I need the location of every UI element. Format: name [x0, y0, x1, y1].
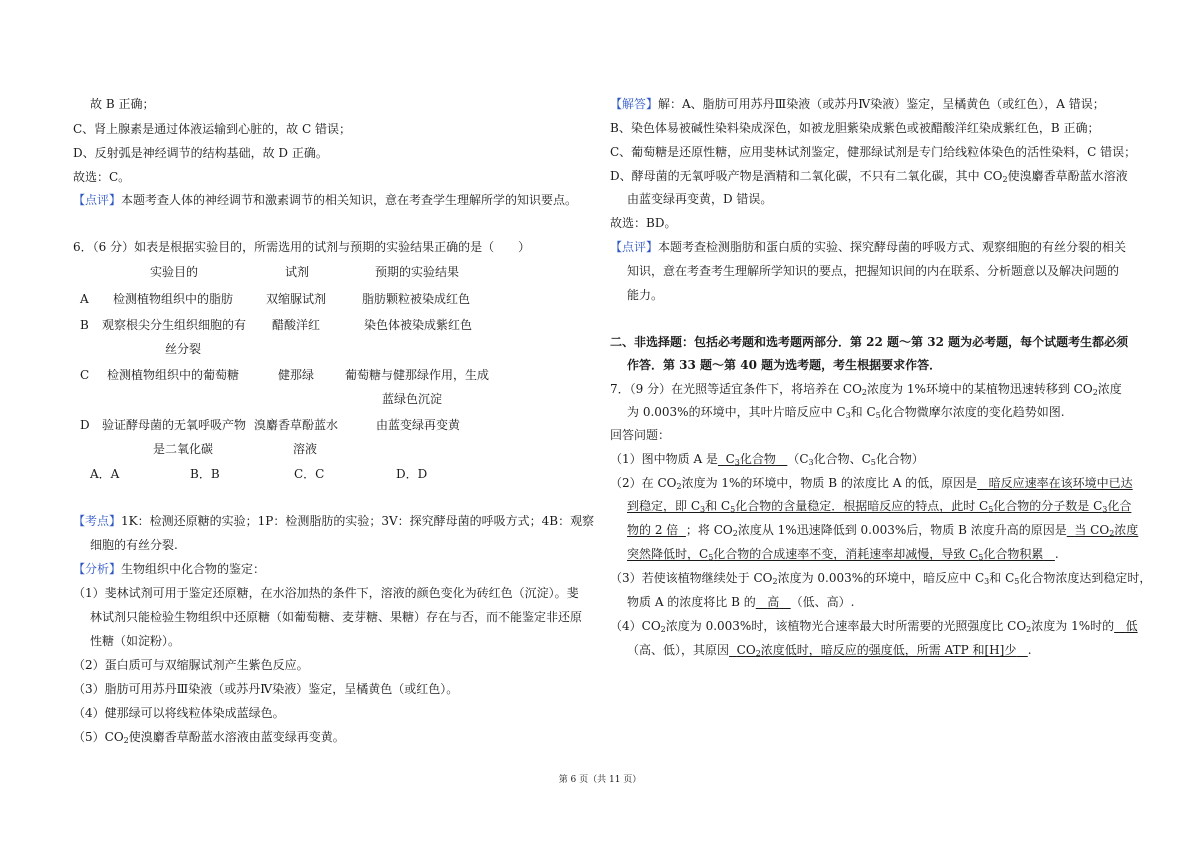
- text-line: 由蓝变绿再变黄，D 错误。: [627, 192, 773, 206]
- sub-question-2-cont: [627, 497, 1131, 515]
- analysis-text: 生物组织中化合物的鉴定：: [121, 562, 266, 576]
- row-letter: B: [80, 318, 89, 332]
- table-cell: 检测植物组织中的脂肪: [113, 292, 234, 306]
- text-line: 能力。: [627, 288, 664, 302]
- text-line: 知识，意在考查考生理解所学知识的要点，把握知识间的内在联系、分析题意以及解决问题的: [627, 264, 1120, 278]
- text-line: C、肾上腺素是通过体液运输到心脏的，故 C 错误；: [73, 122, 351, 136]
- table-header: 预期的实验结果: [375, 265, 460, 279]
- option-c: C．C: [294, 467, 325, 481]
- text-line: D、反射弧是神经调节的结构基础，故 D 正确。: [73, 146, 328, 160]
- table-cell: 验证酵母菌的无氧呼吸产物: [102, 418, 247, 432]
- text-line: D、酵母菌的无氧呼吸产物是酒精和二氧化碳，不只有二氧化碳，其中 $CO_2$使溴麝香草酚蓝水溶液: [610, 169, 1128, 184]
- sub-question-4-cont: （高、低），其原因 $CO_2$浓度低时，暗反应的强度低，所需 ATP 和[H]少 .: [627, 643, 1032, 658]
- answer-blank: 突然降低时，$C_5$化合物的合成速率不变，消耗速率却减慢，导致 $C_5$化合物积累: [627, 547, 1044, 562]
- sub-question-2: （2）在 $CO_2$浓度为 1%的环境中，物质 B 的浓度比 A 的低，原因是 暗反应速率在该环境中已达: [610, 476, 1133, 491]
- row-letter: C: [80, 368, 90, 382]
- row-letter: A: [80, 292, 89, 306]
- question-7-stem: 为 0.003%的环境中，其叶片暗反应中 $C_3$和 $C_5$化合物微摩尔浓度的变化趋势如图.: [627, 405, 1065, 420]
- sub-question-3: （3）若使该植物继续处于 $CO_2$浓度为 0.003%的环境中，暗反应中 $C_3$和 $C_5$化合物浓度达到稳定时，: [610, 571, 1152, 586]
- option-b: B．B: [190, 467, 220, 481]
- table-cell: 溴麝香草酚蓝水: [254, 418, 339, 432]
- option-a: A．A: [90, 467, 120, 481]
- comment-line: [610, 238, 1126, 256]
- answer-blank: 物的 2 倍: [627, 523, 679, 537]
- text-line: 回答问题：: [610, 428, 671, 442]
- text-line: （1）斐林试剂可用于鉴定还原糖，在水浴加热的条件下，溶液的颜色变化为砖红色（沉淀）。斐: [73, 586, 579, 600]
- answer-blank: $C_3$化合物: [725, 452, 776, 467]
- text-line: （4）健那绿可以将线粒体染成蓝绿色。: [73, 706, 285, 720]
- table-cell: 溶液: [293, 442, 318, 456]
- comment-text: 本题考查人体的神经调节和激素调节的相关知识，意在考查学生理解所学的知识要点。: [121, 193, 578, 207]
- text-line: 细胞的有丝分裂.: [90, 538, 178, 552]
- text-line: 故选：C。: [73, 170, 131, 184]
- answer-blank: 当 $CO_2$浓度: [1074, 523, 1139, 538]
- table-cell: 健那绿: [278, 368, 315, 382]
- text-line: $(5)CO_2$使溴麝香草酚蓝水溶液由蓝变绿再变黄。: [73, 730, 345, 745]
- comment-tag: 【点评】: [610, 240, 659, 254]
- answer-blank: 低: [1125, 619, 1138, 633]
- comment-text: 本题考查检测脂肪和蛋白质的实验、探究酵母菌的呼吸方式、观察细胞的有丝分裂的相关: [658, 240, 1127, 254]
- sub-question-3-cont: 物质 A 的浓度将比 B 的 高 （低、高）.: [627, 595, 855, 609]
- table-header: 实验目的: [150, 265, 199, 279]
- kaodian-text: 1K：检测还原糖的实验；1P：检测脂肪的实验；3V：探究酵母菌的呼吸方式；4B：观察: [121, 514, 595, 528]
- answer-blank: 暗反应速率在该环境中已达: [988, 476, 1133, 490]
- table-cell: 醋酸洋红: [272, 318, 321, 332]
- table-cell: 由蓝变绿再变黄: [376, 418, 461, 432]
- table-cell: 染色体被染成紫红色: [364, 318, 473, 332]
- text-line: （2）蛋白质可与双缩脲试剂产生紫色反应。: [73, 658, 309, 672]
- text-line: C、葡萄糖是还原性糖，应用斐林试剂鉴定，健那绿试剂是专门给线粒体染色的活性染料，C 错误；: [610, 145, 1137, 159]
- question-7-stem: 7．（9 分）在光照等适宜条件下，将培养在 $CO_2$浓度为 1%环境中的某植物迅速转移到 $CO_2$浓度: [610, 382, 1122, 397]
- sub-question-2-cont: 突然降低时，$C_5$化合物的合成速率不变，消耗速率却减慢，导致 $C_5$化合物积累 .: [627, 547, 1059, 562]
- answer-blank: 到稳定，即 $C_3$和 $C_5$化合物的含量稳定．根据暗反应的特点，此时 $C_5$化合物的分子数是 $C_3$化合: [627, 499, 1132, 514]
- answer-tag: 【解答】: [610, 97, 659, 111]
- answer-blank: 高: [767, 595, 780, 609]
- text-line: 林试剂只能检验生物组织中还原糖（如葡萄糖、麦芽糖、果糖）存在与否，而不能鉴定非还原: [90, 610, 583, 624]
- sub-question-4: $(4)CO_2$浓度为 0.003%时，该植物光合速率最大时所需要的光照强度比 $CO_2$浓度为 1%时的 低: [610, 619, 1138, 634]
- comment-line: [73, 191, 577, 209]
- option-d: D．D: [396, 467, 428, 481]
- kaodian-line: [73, 512, 594, 530]
- question-6-stem: 6．（6 分）如表是根据实验目的，所需选用的试剂与预期的实验结果正确的是（ ）: [73, 240, 531, 254]
- text-line: 故 B 正确；: [90, 97, 155, 111]
- analysis-line: [73, 560, 265, 578]
- section-heading: 二、非选择题：包括必考题和选考题两部分．第 22 题～第 32 题为必考题，每个试题考生都必须: [610, 335, 1129, 349]
- answer-text: 解：A、脂肪可用苏丹Ⅲ染液（或苏丹Ⅳ染液）鉴定，呈橘黄色（或红色），A 错误；: [658, 97, 1105, 111]
- answer-blank: $CO_2$浓度低时，暗反应的强度低，所需 ATP 和[H]少: [736, 643, 1017, 658]
- section-heading: 作答．第 33 题～第 40 题为选考题，考生根据要求作答．: [627, 358, 942, 372]
- table-cell: 丝分裂: [165, 342, 202, 356]
- table-cell: 观察根尖分生组织细胞的有: [102, 318, 247, 332]
- table-cell: 检测植物组织中的葡萄糖: [107, 368, 240, 382]
- table-cell: 脂肪颗粒被染成红色: [362, 292, 471, 306]
- table-cell: 是二氧化碳: [153, 442, 214, 456]
- text-line: 性糖（如淀粉）。: [90, 634, 181, 648]
- answer-line: [610, 95, 1105, 113]
- page-footer: 第 6 页（共 11 页）: [558, 775, 642, 785]
- text-line: B、染色体易被碱性染料染成深色，如被龙胆紫染成紫色或被醋酸洋红染成紫红色，B 正确；: [610, 121, 1100, 135]
- table-header: 试剂: [285, 265, 310, 279]
- comment-tag: 【点评】: [73, 193, 122, 207]
- row-letter: D: [80, 418, 90, 432]
- table-cell: 葡萄糖与健那绿作用，生成: [345, 368, 490, 382]
- kaodian-tag: 【考点】: [73, 514, 122, 528]
- sub-question-1: （1）图中物质 A 是 $C_3$化合物 （$C_3$化合物、$C_5$化合物）: [610, 452, 924, 467]
- text-line: 故选：BD。: [610, 216, 677, 230]
- text-line: （3）脂肪可用苏丹Ⅲ染液（或苏丹Ⅳ染液）鉴定，呈橘黄色（或红色）。: [73, 682, 459, 696]
- sub-question-2-cont: 物的 2 倍 ；将 $CO_2$浓度从 1%迅速降低到 0.003%后，物质 B 浓度升高的原因是 当 $CO_2$浓度: [627, 523, 1139, 538]
- analysis-tag: 【分析】: [73, 562, 122, 576]
- table-cell: 双缩脲试剂: [266, 292, 327, 306]
- table-cell: 蓝绿色沉淀: [382, 392, 443, 406]
